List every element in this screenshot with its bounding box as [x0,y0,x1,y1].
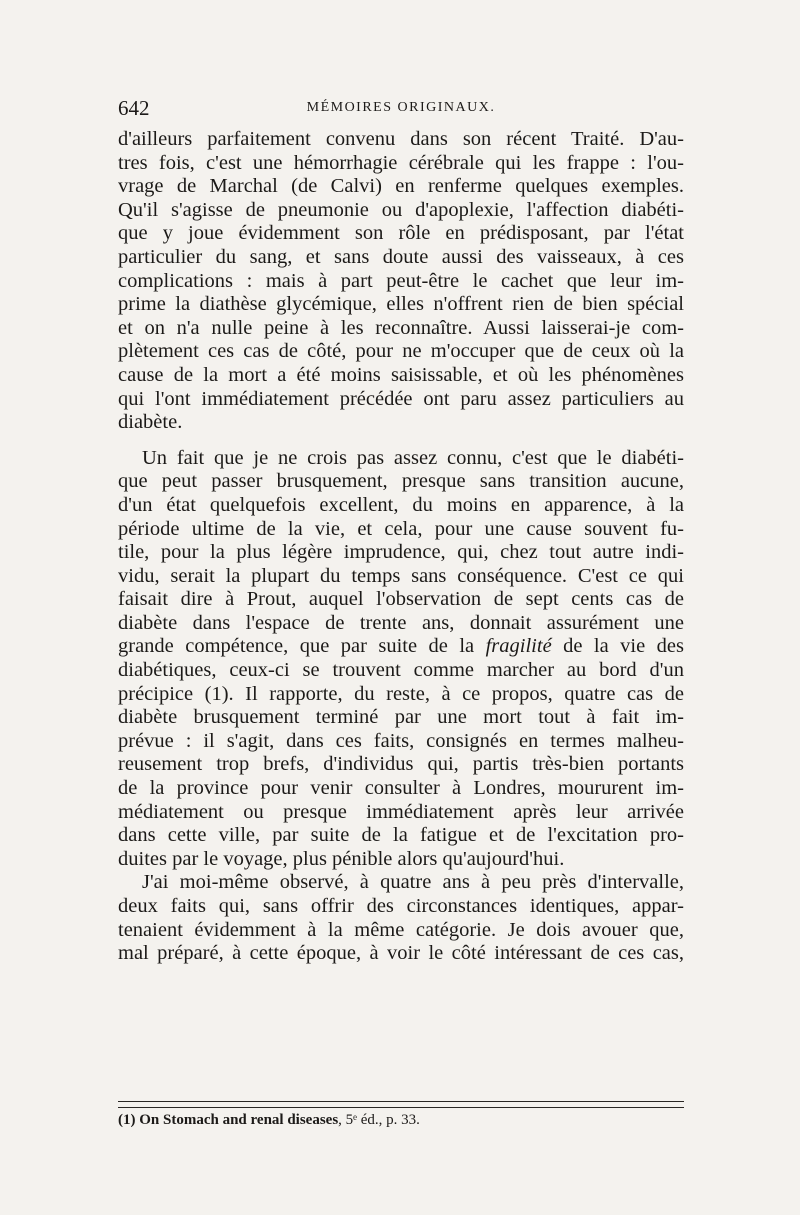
text-line: et on n'a nulle peine à les reconnaître. Aussi laisserai-je com- [118,316,684,339]
text-line: particulier du sang, et sans doute aussi des vaisseaux, à ces [118,245,684,268]
footnote [118,1112,684,1129]
footnote-details: , 5ᵉ éd., p. 33. [338,1112,420,1128]
text-line: diabète brusquement terminé par une mort tout à fait im- [118,706,684,729]
text-line: duites par le voyage, plus pénible alors qu'aujourd'hui. [118,847,565,870]
footnote-rule-thin [118,1107,684,1108]
text-line: qui l'ont immédiatement précédée ont paru assez particuliers au [118,387,684,410]
text-line: tile, pour la plus légère imprudence, qui, chez tout autre indi- [118,541,684,564]
footnote-book-title: On Stomach and renal diseases [139,1112,339,1128]
paragraph-1 [118,128,684,447]
text-line: dans cette ville, par suite de la fatigue et de l'excitation pro- [118,824,684,847]
text-line: vrage de Marchal (de Calvi) en renferme quelques exemples. [118,175,684,198]
running-head [118,96,684,124]
italic-word: fragilité [485,635,552,658]
text-line: diabète. [118,411,183,434]
text-line: prévue : il s'agit, dans ces faits, consignés en termes malheu- [118,729,684,752]
text-line: de la province pour venir consulter à Londres, moururent im- [118,777,684,800]
text-line: Qu'il s'agisse de pneumonie ou d'apoplexie, l'affection diabéti- [118,198,684,221]
footnote-marker: (1) [118,1112,136,1128]
text-line: diabète dans l'espace de trente ans, donnait assurément une [118,611,684,634]
text-line: diabétiques, ceux-ci se trouvent comme marcher au bord d'un [118,659,684,682]
text-line: J'ai moi-même observé, à quatre ans à peu près d'intervalle, [142,871,684,894]
footnote-rule [118,1101,684,1102]
text-segment: de la vie des [551,635,685,658]
text-line: faisait dire à Prout, auquel l'observation de sept cents cas de [118,588,684,611]
text-line: période ultime de la vie, et cela, pour une cause souvent fu- [118,517,684,540]
text-line: précipice (1). Il rapporte, du reste, à ce propos, quatre cas de [118,682,684,705]
page-number: 642 [118,96,150,120]
text-line: que peut passer brusquement, presque sans transition aucune, [118,470,684,493]
text-segment: grande compétence, que par suite de la [118,635,486,658]
text-line: médiatement ou presque immédiatement après leur arrivée [118,800,684,823]
text-line [118,635,684,659]
text-line: que y joue évidemment son rôle en prédisposant, par l'état [118,222,684,245]
paragraph-3 [118,871,684,965]
text-line: reusement trop brefs, d'individus qui, partis très-bien portants [118,753,684,776]
text-line: vidu, serait la plupart du temps sans conséquence. C'est ce qui [118,564,684,587]
text-line: Un fait que je ne crois pas assez connu, c'est que le diabéti- [142,446,684,469]
body-text [118,128,684,966]
paragraph-2 [118,447,684,872]
text-line: d'ailleurs parfaitement convenu dans son récent Traité. D'au- [118,128,684,150]
text-line: cause de la mort a été moins saisissable, et où les phénomènes [118,363,684,386]
text-line: prime la diathèse glycémique, elles n'offrent rien de bien spécial [118,293,684,316]
running-title: MÉMOIRES ORIGINAUX. [306,100,496,115]
text-line: complications : mais à part peut-être le cachet que leur im- [118,269,684,292]
text-line: deux faits qui, sans offrir des circonstances identiques, appar- [118,895,684,917]
text-line: mal préparé, à cette époque, à voir le côté intéressant de ces cas, [118,942,684,965]
text-line: plètement ces cas de côté, pour ne m'occuper que de ceux où la [118,340,684,363]
text-line: tenaient évidemment à la même catégorie. Je dois avouer que, [118,918,684,941]
text-line: d'un état quelquefois excellent, du moins en apparence, à la [118,493,684,516]
text-line: tres fois, c'est une hémorrhagie cérébrale qui les frappe : l'ou- [118,151,684,174]
